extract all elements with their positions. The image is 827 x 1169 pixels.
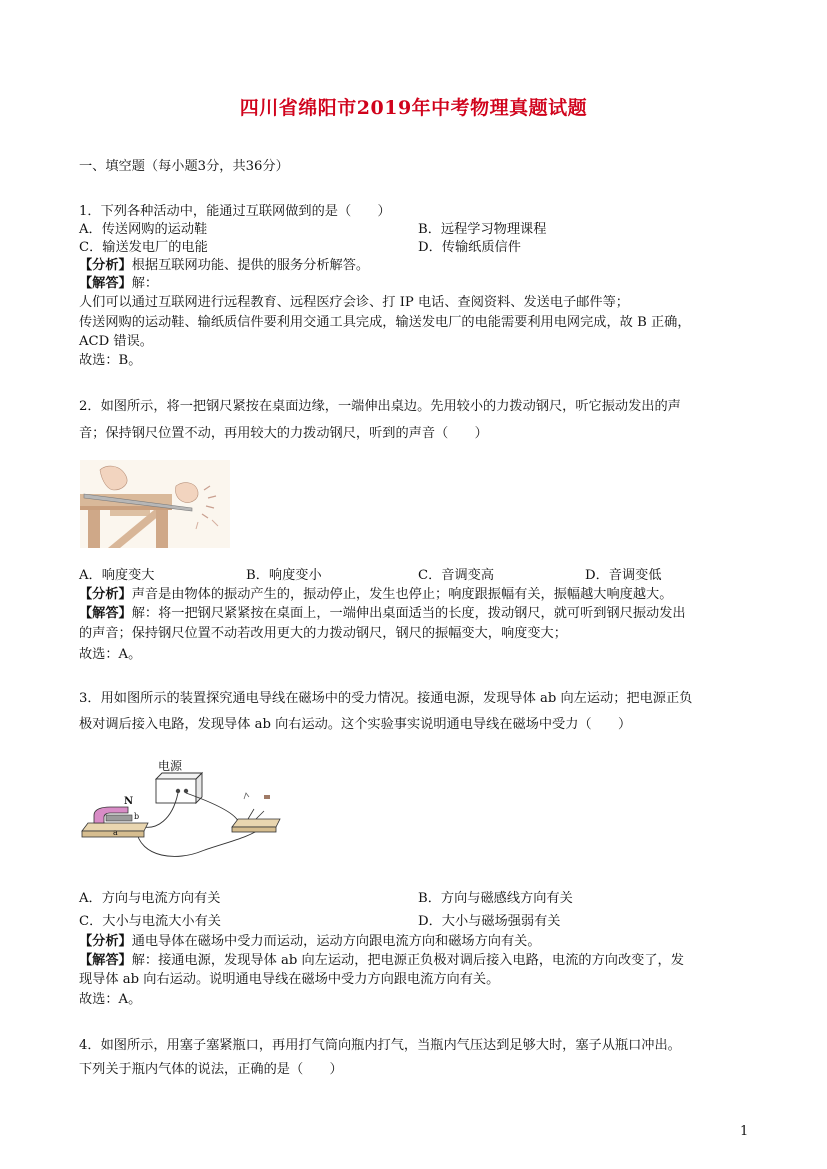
north-pole-label: N: [124, 796, 134, 807]
switch: [248, 809, 264, 819]
analysis-tag: 【分析】: [79, 587, 132, 602]
analysis-tag: 【分析】: [79, 258, 132, 273]
steel-ruler-figure: [80, 460, 230, 548]
q2-choice: 故选：A。: [79, 647, 142, 662]
q2-option-c: C．音调变高: [418, 568, 495, 583]
analysis-tag: 【分析】: [79, 934, 132, 949]
q1-answer-line-3: ACD 错误。: [79, 334, 153, 349]
q2-stem-line-1: 2．如图所示，将一把钢尺紧按在桌面边缘，一端伸出桌边。先用较小的力拨动钢尺，听它振动发出的声: [79, 399, 681, 414]
q2-answer: [79, 605, 686, 623]
q1-option-d: D．传输纸质信件: [418, 240, 521, 255]
answer-line-1: 解：将一把钢尺紧紧按在桌面上，一端伸出桌面适当的长度，拨动钢尺，就可听到钢尺振动发出: [131, 606, 686, 621]
answer-tag: 【解答】: [79, 953, 132, 968]
answer-tag: 【解答】: [79, 276, 132, 291]
q3-stem-line-1: 3．用如图所示的装置探究通电导线在磁场中的受力情况。接通电源，发现导体 ab 向左运动；把电源正负: [79, 691, 693, 706]
answer-head: 解：: [131, 276, 159, 291]
q4-stem-line-2: 下列关于瓶内气体的说法，正确的是（ ）: [79, 1062, 343, 1077]
a-label: a: [113, 828, 118, 837]
analysis-text: 根据互联网功能、提供的服务分析解答。: [131, 258, 370, 273]
q3-option-a: A．方向与电流方向有关: [79, 891, 221, 906]
q1-answer-head: [79, 275, 158, 293]
power-label: 电源: [158, 759, 183, 773]
q1-answer-line-2: 传送网购的运动鞋、输纸质信件要利用交通工具完成，输送发电厂的电能需要利用电网完成，故 B 正确，: [79, 315, 691, 330]
analysis-text: 通电导体在磁场中受力而运动，运动方向跟电流方向和磁场方向有关。: [131, 934, 541, 949]
terminal: [176, 789, 180, 793]
q1-option-c: C．输送发电厂的电能: [79, 240, 208, 255]
q3-choice: 故选：A。: [79, 992, 142, 1007]
motor-experiment-figure: [80, 755, 290, 867]
q3-analysis: [79, 933, 541, 951]
q2-stem-line-2: 音；保持钢尺位置不动，再用较大的力拨动钢尺，听到的声音（ ）: [79, 426, 488, 441]
q3-answer: [79, 952, 684, 970]
answer-tag: 【解答】: [79, 606, 132, 621]
q3-option-d: D．大小与磁场强弱有关: [418, 914, 561, 929]
q1-option-a: A．传送网购的运动鞋: [79, 222, 208, 237]
q4-stem-line-1: 4．如图所示，用塞子塞紧瓶口，再用打气筒向瓶内打气，当瓶内气压达到足够大时，塞子从瓶口冲出。: [79, 1038, 681, 1053]
section-heading: 一、填空题（每小题3分，共36分）: [79, 159, 289, 174]
q2-option-b: B．响度变小: [246, 568, 322, 583]
page-title: 四川省绵阳市2019年中考物理真题试题: [239, 97, 588, 119]
q1-choice: 故选：B。: [79, 353, 142, 368]
q1-answer-line-1: 人们可以通过互联网进行远程教育、远程医疗会诊、打 IP 电话、查阅资料、发送电子邮件等；: [79, 295, 629, 310]
conductor-ab: [106, 815, 132, 821]
b-label: b: [134, 812, 140, 821]
q3-option-c: C．大小与电流大小有关: [79, 914, 221, 929]
q3-option-b: B．方向与磁感线方向有关: [418, 891, 573, 906]
q3-answer-line-2: 现导体 ab 向右运动。说明通电导线在磁场中受力方向跟电流方向有关。: [79, 972, 500, 987]
answer-line-1: 解：接通电源，发现导体 ab 向左运动，把电源正负极对调后接入电路，电流的方向改变了，发: [131, 953, 684, 968]
q2-answer-line-2: 的声音；保持钢尺位置不动若改用更大的力拨动钢尺，钢尺的振幅变大，响度变大；: [79, 626, 567, 641]
q3-stem-line-2: 极对调后接入电路，发现导体 ab 向右运动。这个实验事实说明通电导线在磁场中受力（ ）: [79, 717, 632, 732]
q2-option-d: D．音调变低: [585, 568, 662, 583]
q1-analysis: [79, 257, 369, 275]
q1-stem: 1．下列各种活动中，能通过互联网做到的是（ ）: [79, 204, 391, 219]
right-base: [232, 819, 280, 827]
q1-option-b: B．远程学习物理课程: [418, 222, 547, 237]
q2-option-a: A．响度变大: [79, 568, 155, 583]
q2-analysis: [79, 586, 672, 604]
page-number: 1: [740, 1124, 749, 1139]
analysis-text: 声音是由物体的振动产生的，振动停止，发生也停止；响度跟振幅有关，振幅越大响度越大。: [131, 587, 673, 602]
